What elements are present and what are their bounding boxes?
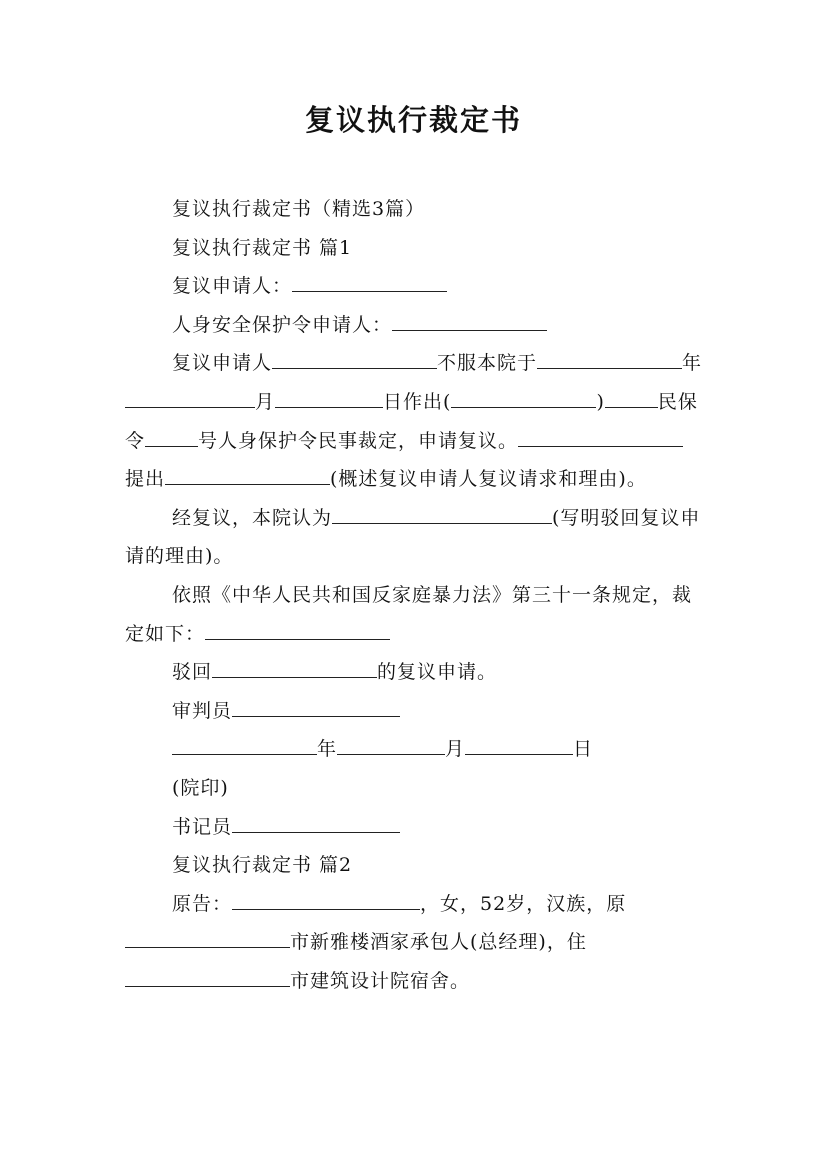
statement-text-6: )	[596, 390, 605, 413]
document-body	[125, 190, 703, 1000]
protection-applicant-blank	[392, 310, 547, 331]
part2-heading-text: 复议执行裁定书 篇2	[172, 854, 353, 877]
statement-text-4: 月	[255, 390, 276, 413]
statement-blank-8	[518, 426, 683, 447]
plaintiff-blank-2	[125, 927, 290, 948]
paragraph-review-opinion	[125, 499, 703, 576]
statement-text-2: 不服本院于	[437, 352, 538, 375]
plaintiff-text-2: ，女，52岁，汉族，原	[420, 892, 627, 915]
statement-text-8: 号人身保护令民事裁定，申请复议。	[198, 429, 519, 452]
judge-label: 审判员	[172, 699, 233, 722]
statement-blank-2	[537, 348, 682, 369]
ruling-text-2: 的复议申请。	[377, 661, 498, 684]
paragraph-application-statement	[125, 344, 703, 498]
paragraph-collection-title	[125, 190, 703, 229]
legal-basis-blank	[205, 619, 390, 640]
plaintiff-text-1: 原告：	[172, 892, 233, 915]
court-seal-text: (院印)	[172, 776, 229, 799]
plaintiff-blank-1	[232, 889, 420, 910]
review-text-1: 经复议，本院认为	[172, 506, 333, 529]
statement-text-10: (概述复议申请人复议请求和理由)。	[330, 468, 647, 491]
paragraph-part1-heading	[125, 229, 703, 268]
paragraph-applicant	[125, 267, 703, 306]
legal-basis-text: 依照《中华人民共和国反家庭暴力法》第三十一条规定，裁定如下：	[125, 583, 693, 645]
applicant-label: 复议申请人：	[172, 275, 293, 298]
review-blank	[332, 503, 552, 524]
statement-blank-1	[272, 348, 437, 369]
statement-blank-7	[145, 426, 198, 447]
paragraph-court-seal	[125, 769, 703, 808]
date-day-label: 日	[573, 738, 594, 761]
part1-heading-text: 复议执行裁定书 篇1	[172, 236, 353, 259]
clerk-label: 书记员	[172, 815, 233, 838]
paragraph-judge	[125, 692, 703, 731]
review-text-2: (写明驳回复议申请的理由)。	[125, 506, 701, 568]
statement-text-1: 复议申请人	[172, 352, 273, 375]
date-month-blank	[337, 734, 445, 755]
collection-title-text: 复议执行裁定书（精选3篇）	[172, 198, 426, 220]
statement-text-5: 日作出(	[383, 390, 452, 413]
statement-text-9: 提出	[125, 468, 166, 491]
paragraph-clerk	[125, 808, 703, 847]
date-year-label: 年	[317, 738, 338, 761]
ruling-text-1: 驳回	[172, 661, 213, 684]
statement-blank-5	[451, 387, 596, 408]
plaintiff-text-3: 市新雅楼酒家承包人(总经理)，住	[290, 931, 587, 954]
date-day-blank	[465, 734, 573, 755]
document-title: 复议执行裁定书	[304, 103, 522, 137]
paragraph-date	[125, 730, 703, 769]
applicant-blank	[292, 271, 447, 292]
protection-applicant-label: 人身安全保护令申请人：	[172, 313, 393, 336]
clerk-blank	[232, 812, 400, 833]
plaintiff-text-4: 市建筑设计院宿舍。	[290, 969, 471, 992]
date-month-label: 月	[445, 738, 466, 761]
paragraph-plaintiff	[125, 885, 703, 1001]
statement-blank-9	[165, 464, 330, 485]
statement-blank-6	[605, 387, 658, 408]
judge-blank	[232, 696, 400, 717]
statement-blank-4	[275, 387, 383, 408]
date-year-blank	[172, 734, 317, 755]
paragraph-legal-basis	[125, 576, 703, 653]
paragraph-part2-heading	[125, 846, 703, 885]
ruling-blank	[212, 657, 377, 678]
plaintiff-blank-3	[125, 966, 290, 987]
statement-text-7: 民保令	[125, 390, 698, 452]
statement-text-3: 年	[682, 352, 703, 375]
paragraph-protection-applicant	[125, 306, 703, 345]
paragraph-ruling	[125, 653, 703, 692]
statement-blank-3	[125, 387, 255, 408]
